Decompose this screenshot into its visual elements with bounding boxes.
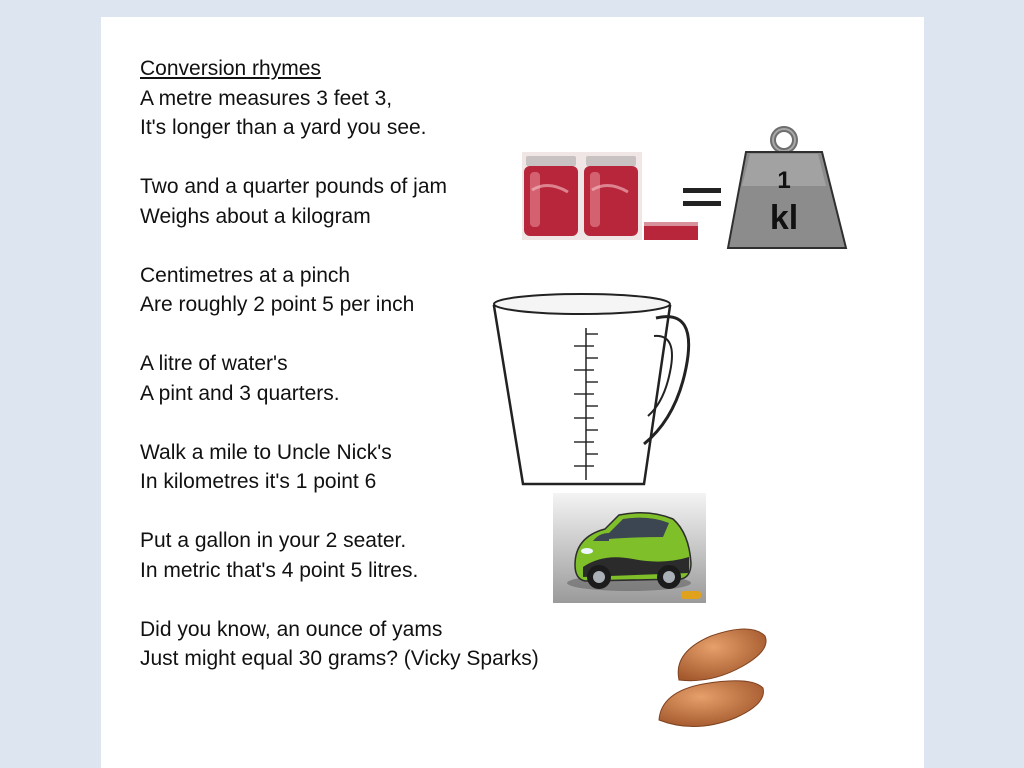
stanza-yams: [140, 615, 539, 674]
poem-line: Weighs about a kilogram: [140, 204, 371, 228]
poem-line: A litre of water's: [140, 352, 288, 375]
poem: [140, 54, 539, 674]
yams-image: [655, 622, 780, 734]
weight-unit: kl: [769, 199, 799, 237]
poem-line: Did you know, an ounce of yams: [140, 617, 443, 641]
stanza-metre: [140, 84, 539, 143]
stanza-gallon: [140, 526, 539, 585]
poem-title: Conversion rhymes: [140, 57, 321, 80]
poem-line: A metre measures 3 feet 3,: [140, 86, 393, 110]
poem-line: Two and a quarter pounds of jam: [140, 175, 448, 198]
poem-line: Centimetres at a pinch: [140, 263, 351, 287]
car-image: [553, 493, 706, 603]
jam-jars-image: [520, 150, 700, 242]
stanza-centimetres: [140, 261, 539, 320]
poem-line: In metric that's 4 point 5 litres.: [140, 558, 419, 582]
weight-number: 1: [777, 167, 791, 194]
stanza-litre: [140, 349, 539, 408]
poem-line: A pint and 3 quarters.: [140, 381, 340, 405]
poem-line: Are roughly 2 point 5 per inch: [140, 293, 415, 316]
measuring-jug-image: [488, 288, 693, 488]
poem-line: In kilometres it's 1 point 6: [140, 470, 377, 493]
poem-line: Just might equal 30 grams? (Vicky Sparks): [140, 647, 539, 670]
stanza-jam: [140, 172, 539, 231]
poem-line: Walk a mile to Uncle Nick's: [140, 440, 392, 464]
poem-line: It's longer than a yard you see.: [140, 116, 427, 139]
weight-image: [726, 126, 848, 252]
poem-line: Put a gallon in your 2 seater.: [140, 529, 407, 552]
equals-icon: [683, 186, 723, 210]
stanza-mile: [140, 438, 539, 497]
